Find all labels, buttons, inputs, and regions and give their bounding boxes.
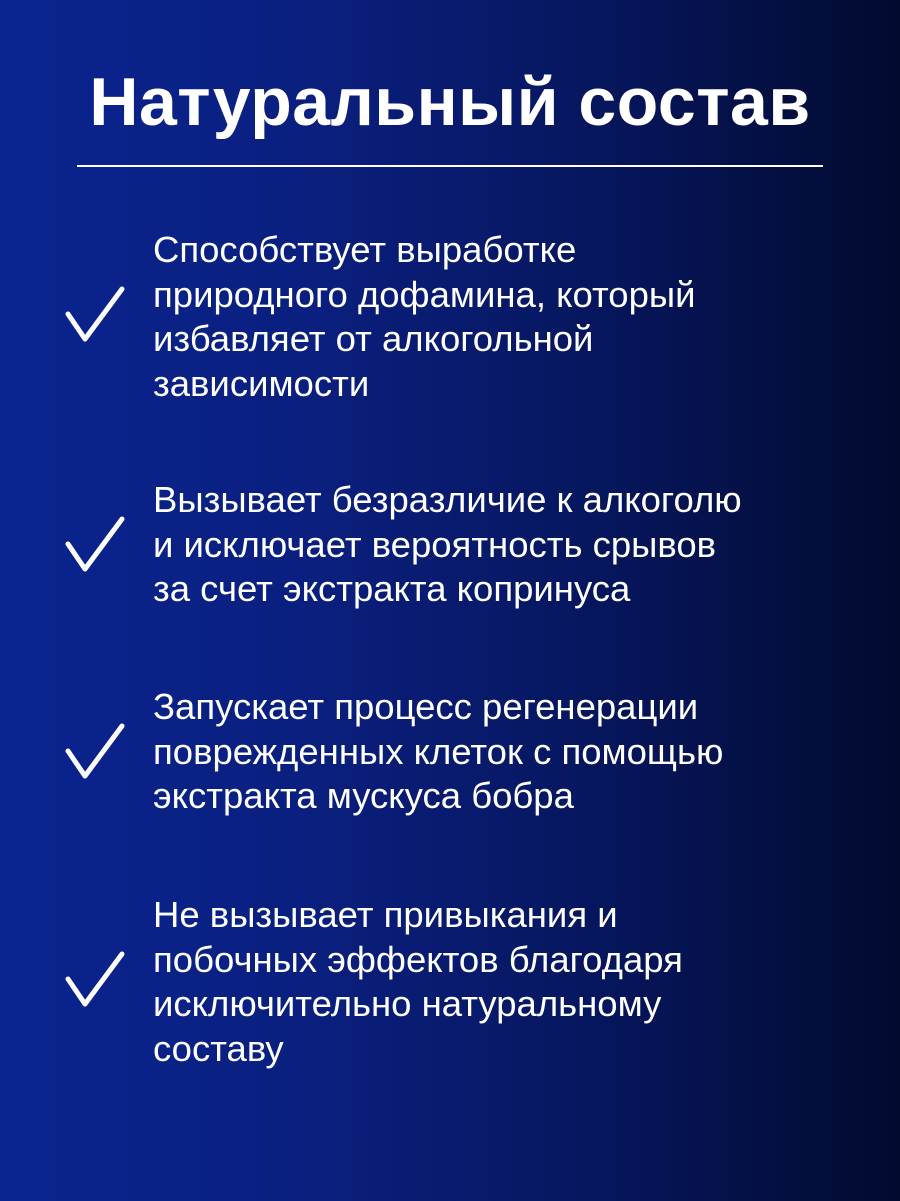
title-divider <box>77 165 823 167</box>
benefit-text: Запускает процесс регенерации поврежденных клеток с помощью экстракта мускуса бобра <box>153 686 724 816</box>
benefit-text: Вызывает безразличие к алкоголю и исключает вероятность срывов за счет экстракта копринуса <box>153 479 742 609</box>
page-title: Натуральный состав <box>89 64 811 140</box>
checkmark-icon <box>64 516 126 574</box>
benefit-text: Не вызывает привыкания и побочных эффектов благодаря исключительно натуральному составу <box>153 894 683 1069</box>
checkmark-icon <box>64 951 126 1009</box>
benefit-text: Способствует выработке природного дофамина, который избавляет от алкогольной зависимости <box>153 229 696 404</box>
checkmark-icon <box>64 286 126 344</box>
checkmark-icon <box>64 723 126 781</box>
